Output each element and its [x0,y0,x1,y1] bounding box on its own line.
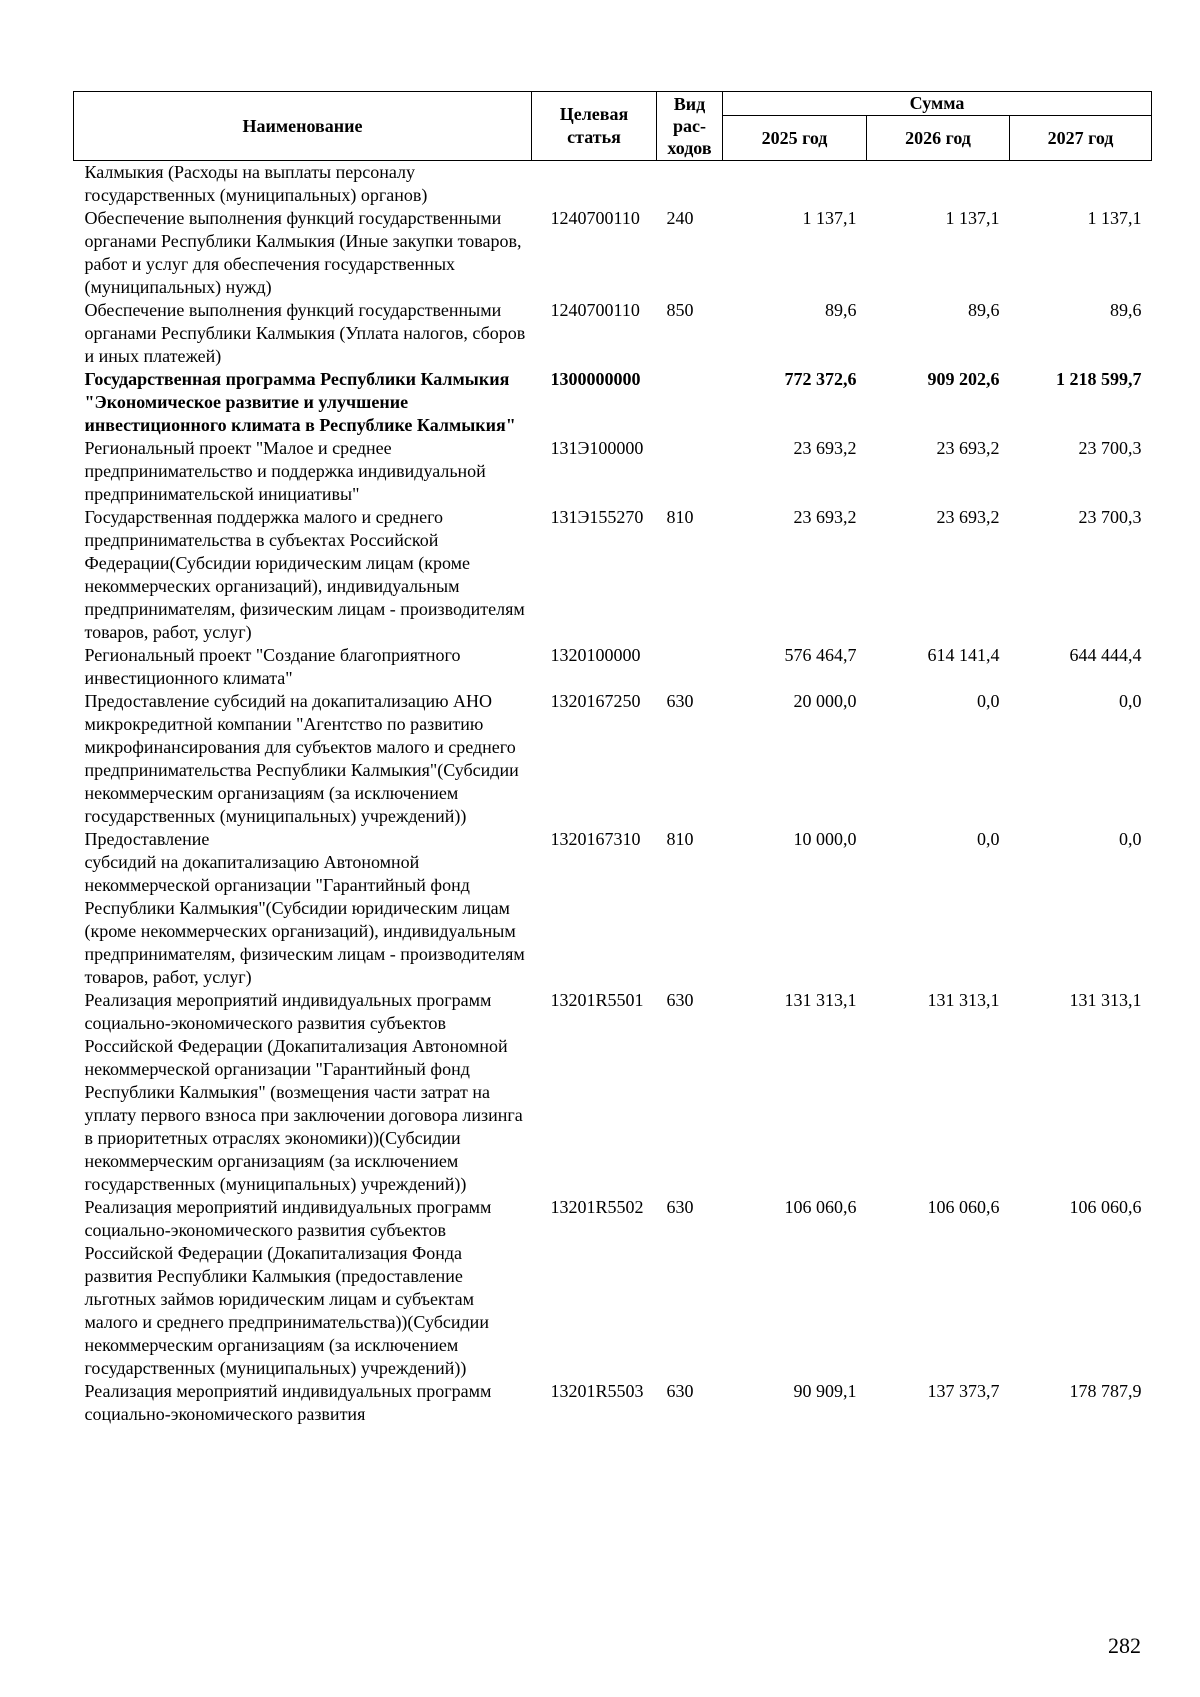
row-sum-2026: 89,6 [968,300,1000,320]
table-row [74,690,1152,828]
table-row [74,161,1152,208]
row-vid: 630 [666,1197,694,1217]
header-vid: Вид рас-ходов [657,92,723,161]
table-row [74,299,1152,368]
header-code: Целевая статья [532,92,657,161]
row-vid: 630 [666,990,694,1010]
table-row [74,506,1152,644]
row-name: Реализация мероприятий индивидуальных программ социально-экономического развития субъектов Российской Федерации (Докапитализация Фонда развития Республики Калмыкия (предоставление льготных займов юридическим лицам и субъектам малого и среднего предпринимательства))(Субсидии некоммерческим организациям (за исключением государственных (муниципальных) учреждений)) [84,1197,492,1378]
row-sum-2025: 23 693,2 [793,507,857,527]
row-sum-2027: 89,6 [1110,300,1142,320]
row-vid: 630 [666,691,694,711]
table-row [74,989,1152,1196]
row-vid: 810 [666,507,694,527]
row-name: Государственная программа Республики Калмыкия "Экономическое развитие и улучшение инвестиционного климата в Республике Калмыкия" [84,369,516,435]
row-sum-2026: 0,0 [977,691,1000,711]
table-row [74,437,1152,506]
table-row [74,1196,1152,1380]
row-sum-2027: 131 313,1 [1069,990,1142,1010]
row-name: Калмыкия (Расходы на выплаты персоналу государственных (муниципальных) органов) [84,162,428,205]
row-sum-2026: 106 060,6 [927,1197,1000,1217]
header-name: Наименование [74,92,532,161]
row-code: 13201R5502 [550,1197,644,1217]
row-code: 1320167250 [550,691,641,711]
row-sum-2025: 131 313,1 [784,990,857,1010]
row-code: 131Э100000 [550,438,644,458]
row-name: Реализация мероприятий индивидуальных программ социально-экономического развития субъектов Российской Федерации (Докапитализация Автономной некоммерческой организации "Гарантийный фонд Республики Калмыкия" (возмещения части затрат на уплату первого взноса при заключении договора лизинга в приоритетных отраслях экономики))(Субсидии некоммерческим организациям (за исключением государственных (муниципальных) учреждений)) [84,990,523,1194]
row-sum-2027: 0,0 [1119,691,1142,711]
table-row [74,207,1152,299]
row-sum-2025: 10 000,0 [793,829,857,849]
table-row [74,828,1152,989]
row-code: 13201R5501 [550,990,644,1010]
row-sum-2027 [1010,161,1152,208]
row-code: 131Э155270 [550,507,644,527]
row-name: Региональный проект "Создание благоприятного инвестиционного климата" [84,645,461,688]
row-name: Обеспечение выполнения функций государственными органами Республики Калмыкия (Уплата налогов, сборов и иных платежей) [84,300,526,366]
budget-table [73,91,1152,1426]
row-sum-2027: 178 787,9 [1069,1381,1142,1401]
row-vid: 240 [666,208,694,228]
row-sum-2025: 1 137,1 [802,208,857,228]
table-row [74,368,1152,437]
table-row [74,644,1152,690]
row-vid: 630 [666,1381,694,1401]
row-sum-2027: 644 444,4 [1069,645,1142,665]
row-code: 1320167310 [550,829,641,849]
row-sum-2026: 23 693,2 [936,507,1000,527]
row-sum-2025: 106 060,6 [784,1197,857,1217]
row-vid [657,644,723,690]
row-sum-2026: 23 693,2 [936,438,1000,458]
table-header [74,92,1152,161]
row-vid [657,437,723,506]
row-vid: 850 [666,300,694,320]
row-sum-2025: 20 000,0 [793,691,857,711]
row-code: 1240700110 [550,300,640,320]
row-name: Региональный проект "Малое и среднее предпринимательство и поддержка индивидуальной предпринимательской инициативы" [84,438,486,504]
table-row [74,1380,1152,1426]
row-code [532,161,657,208]
row-name: Обеспечение выполнения функций государственными органами Республики Калмыкия (Иные закупки товаров, работ и услуг для обеспечения государственных (муниципальных) нужд) [84,208,522,297]
row-sum-2026 [867,161,1010,208]
row-code: 1300000000 [550,369,641,389]
row-sum-2025: 89,6 [825,300,857,320]
row-vid [657,368,723,437]
row-sum-2026: 131 313,1 [927,990,1000,1010]
row-sum-2027: 23 700,3 [1078,438,1142,458]
row-sum-2025: 90 909,1 [793,1381,857,1401]
row-sum-2025: 772 372,6 [784,369,857,389]
row-sum-2027: 1 218 599,7 [1056,369,1142,389]
row-sum-2025: 576 464,7 [784,645,857,665]
row-sum-2026: 137 373,7 [927,1381,1000,1401]
row-sum-2026: 614 141,4 [927,645,1000,665]
header-year-2025: 2025 год [723,116,867,161]
row-sum-2027: 106 060,6 [1069,1197,1142,1217]
row-name: Предоставление субсидий на докапитализацию АНО микрокредитной компании "Агентство по развитию микрофинансирования для субъектов малого и среднего предпринимательства Республики Калмыкия"(Субсидии некоммерческим организациям (за исключением государственных (муниципальных) учреждений)) [84,691,519,826]
row-sum-2027: 0,0 [1119,829,1142,849]
header-year-2027: 2027 год [1010,116,1152,161]
row-sum-2027: 1 137,1 [1087,208,1142,228]
table-body [74,161,1152,1427]
row-name: Реализация мероприятий индивидуальных программ социально-экономического развития [84,1381,492,1424]
header-sum: Сумма [723,92,1152,116]
row-name: Государственная поддержка малого и среднего предпринимательства в субъектах Российской Федерации(Субсидии юридическим лицам (кроме некоммерческих организаций), индивидуальным предпринимателям, физическим лицам - производителям товаров, работ, услуг) [84,507,525,642]
row-sum-2026: 0,0 [977,829,1000,849]
row-name: Предоставление субсидий на докапитализацию Автономной некоммерческой организации "Гарантийный фонд Республики Калмыкия"(Субсидии юридическим лицам (кроме некоммерческих организаций), индивидуальным предпринимателям, физическим лицам - производителям товаров, работ, услуг) [84,829,525,987]
row-sum-2026: 1 137,1 [945,208,1000,228]
header-year-2026: 2026 год [867,116,1010,161]
row-vid: 810 [666,829,694,849]
row-sum-2027: 23 700,3 [1078,507,1142,527]
row-sum-2026: 909 202,6 [927,369,1000,389]
row-vid [657,161,723,208]
row-code: 1320100000 [550,645,641,665]
page-number: 282 [1108,1633,1141,1658]
row-sum-2025: 23 693,2 [793,438,857,458]
row-code: 1240700110 [550,208,640,228]
row-sum-2025 [723,161,867,208]
row-code: 13201R5503 [550,1381,644,1401]
